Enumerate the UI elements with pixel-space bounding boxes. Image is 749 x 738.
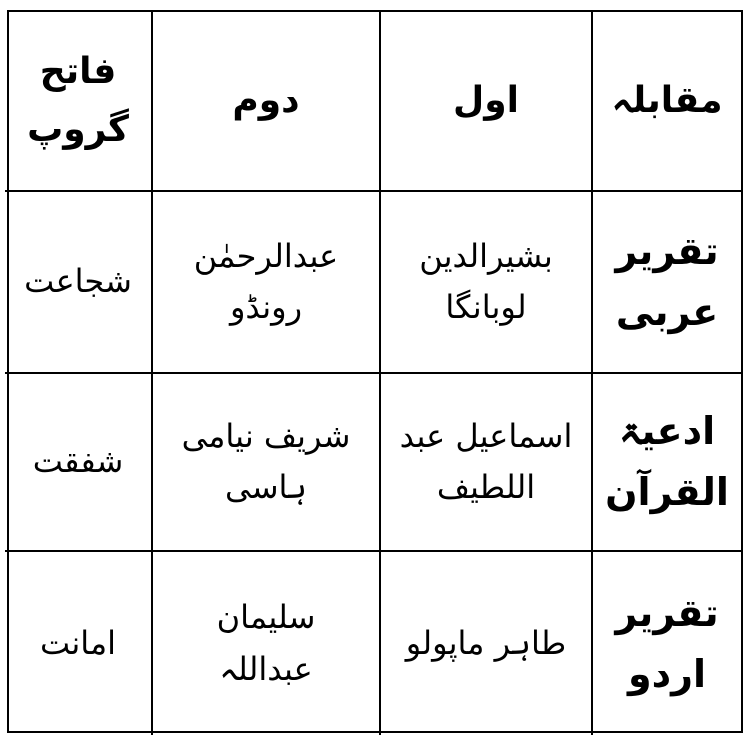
row2-first-line1: اسماعیل عبد (399, 416, 573, 455)
row2-competition-line2: القرآن (605, 470, 729, 514)
row2-second-line2: ہاسی (225, 468, 307, 506)
header-second-label: دوم (232, 80, 300, 122)
header-winner-line1: فاتح (39, 51, 117, 93)
row3-second-line2: عبداللہ (219, 649, 313, 688)
row1-second-line1: عبدالرحمٰن (193, 236, 339, 275)
header-competition-label: مقابلہ (611, 80, 723, 122)
header-competition (591, 12, 741, 192)
row1-second-line2: رونڈو (229, 288, 303, 326)
row1-second (151, 192, 379, 374)
row3-winner-label: امانت (39, 623, 117, 662)
row3-competition-line2: اردو (627, 651, 707, 696)
row3-winner (5, 552, 151, 735)
row3-second-line1: سلیمان (216, 598, 316, 637)
row1-first-line2: لوبانگا (445, 288, 527, 326)
row2-competition (591, 374, 741, 552)
results-table (7, 10, 743, 733)
row2-winner-label: شفقت (32, 442, 124, 481)
header-winner-line2: گروپ (27, 109, 129, 150)
row3-competition (591, 552, 741, 735)
row2-second (151, 374, 379, 552)
row2-competition-line1: ادعیۃ (618, 409, 716, 454)
row3-second (151, 552, 379, 735)
row1-winner-label: شجاعت (24, 262, 132, 301)
row3-competition-line1: تقریر (615, 590, 719, 635)
row2-second-line1: شریف نیامی (181, 416, 351, 455)
row3-first (379, 552, 591, 735)
header-second (151, 12, 379, 192)
row2-winner (5, 374, 151, 552)
row2-first (379, 374, 591, 552)
row2-first-line2: اللطیف (436, 468, 536, 506)
row1-competition-line1: تقریر (615, 229, 719, 274)
header-first (379, 12, 591, 192)
row1-competition (591, 192, 741, 374)
header-first-label: اول (453, 80, 519, 122)
row3-first-line1: طاہر ماپولو (405, 623, 567, 662)
row1-first (379, 192, 591, 374)
row1-winner (5, 192, 151, 374)
row1-first-line1: بشیرالدین (419, 236, 553, 275)
header-winner (5, 12, 151, 192)
row1-competition-line2: عربی (615, 290, 719, 334)
